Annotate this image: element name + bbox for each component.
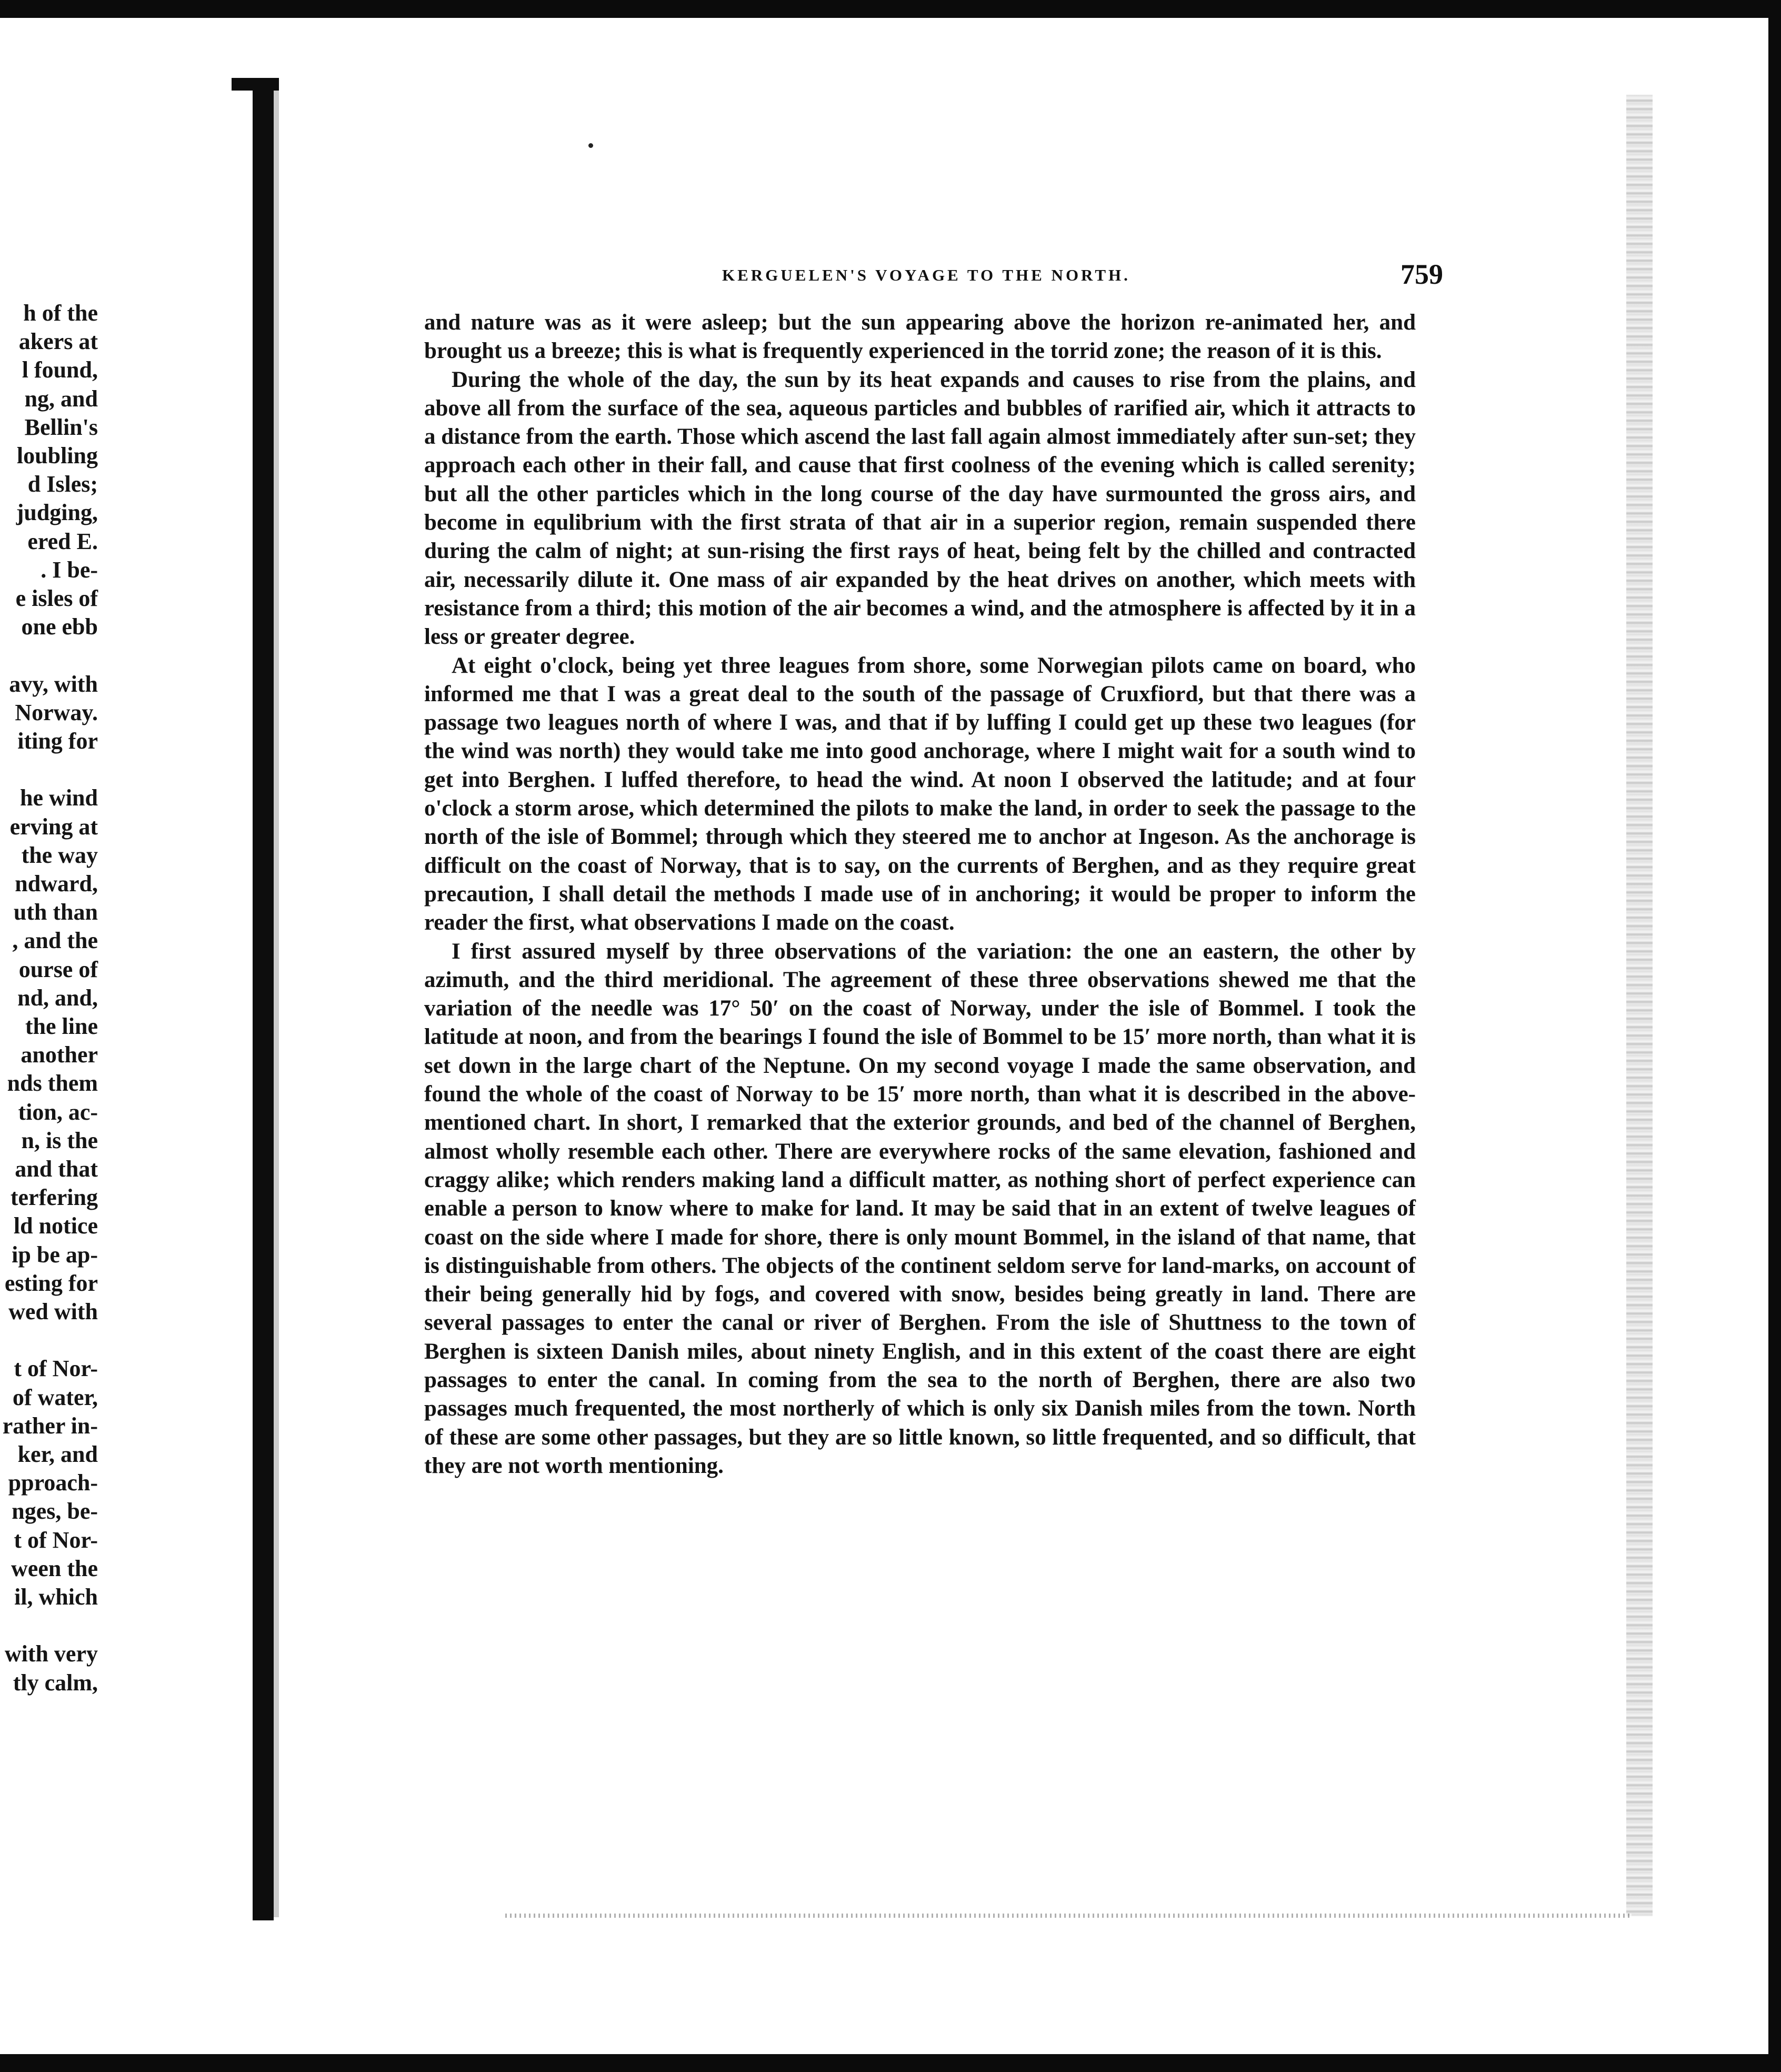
left-page-line: l found,	[22, 357, 98, 383]
left-page-line: ween the	[11, 1555, 98, 1581]
left-page-line: h of the	[23, 300, 98, 326]
left-page-line: he wind	[20, 785, 98, 811]
page-bottom-edge	[505, 1914, 1632, 1918]
left-page-line: ip be ap-	[12, 1241, 98, 1268]
left-page-line: e isles of	[15, 585, 98, 611]
left-page-line: the way	[21, 842, 98, 868]
paragraph: and nature was as it were asleep; but the sun appearing above the horizon re-animated her, and brought us a breeze; this is what is frequently experienced in the torrid zone; the reason of it is this.	[424, 310, 1416, 364]
left-page-line: ourse of	[18, 956, 98, 982]
left-page-line: ered E.	[27, 528, 98, 554]
left-page-line: , and the	[12, 928, 98, 954]
paragraph: During the whole of the day, the sun by its heat expands and causes to rise from the plains, and above all from the surface of the sea, aqueous particles and bubbles of rarified air, which it attracts to a distance from the earth. Those which ascend the last fall again almost immediately after sun-set; they approach each other in their fall, and cause that first coolness of the evening which is called serenity; but all the other particles which in the long course of the day have surmounted the gross airs, and become in equlibrium with the first strata of that air in a superior region, remain suspended there during the calm of night; at sun-rising the first rays of heat, being felt by the chilled and contracted air, necessarily dilute it. One mass of air expanded by the heat drives on another, which meets with resistance from a third; this motion of the air becomes a wind, and the atmosphere is affected by it in a less or greater degree.	[424, 367, 1416, 650]
left-page-line: judging,	[16, 500, 98, 526]
left-page-line: terfering	[10, 1184, 98, 1211]
scan-border-bottom	[0, 2054, 1781, 2072]
left-page-line: nd, and,	[17, 984, 98, 1011]
left-page-line: akers at	[18, 328, 98, 355]
left-page-line: ndward,	[15, 871, 98, 896]
left-page-line: pproach-	[8, 1470, 98, 1496]
paragraph: I first assured myself by three observations of the variation: the one an eastern, the other by azimuth, and the third meridional. The agreement of these three observations shewed me that the variation of the needle was 17° 50′ on the coast of Norway, under the isle of Bommel. I took the latitude at noon, and from the bearings I found the isle of Bommel to be 15′ more north, than what it is set down in the large chart of the Neptune. On my second voyage I made the same observation, and found the whole of the coast of Norway to be 15′ more north, than what it is described in the above-mentioned chart. In short, I remarked that the exterior grounds, and bed of the channel of Berghen, almost wholly resemble each other. There are everywhere rocks of the same elevation, fashioned and craggy alike; which renders making land a difficult matter, as nothing short of perfect experience can enable a person to know where to make for land. It may be said that in an extent of twelve leagues of coast on the side where I made for shore, there is only mount Bommel, in the island of that name, that is distinguishable from others. The objects of the continent seldom serve for land-marks, on account of their being generally hid by fogs, and covered with snow, besides being greatly in land. There are several passages to enter the canal or river of Berghen. From the isle of Shuttness to the town of Berghen is sixteen Danish miles, about ninety English, and in this extent of the coast there are eight passages to enter the canal. In coming from the sea to the north of Berghen, there are also two passages much frequented, the most northerly of which is only six Danish miles from the town. North of these are some other passages, but they are so little known, so little frequented, and so difficult, that they are not worth mentioning.	[424, 939, 1416, 1478]
left-page-line: . I be-	[41, 556, 98, 583]
left-page-line: tly calm,	[13, 1669, 98, 1696]
left-page-line: another	[21, 1042, 98, 1068]
running-head: KERGUELEN'S VOYAGE TO THE NORTH.	[722, 266, 1130, 284]
left-page-line: loubling	[16, 443, 98, 469]
spine-shadow	[274, 91, 279, 1917]
left-page-text	[0, 299, 100, 1720]
paragraph: At eight o'clock, being yet three leagues from shore, some Norwegian pilots came on board, who informed me that I was a great deal to the south of the passage of Cruxfiord, but that there was a passage two leagues north of where I was, and that if by luffing I could get up these two leagues (for the wind was north) they would take me into good anchorage, where I might wait for a south wind to get into Berghen. I luffed therefore, to head the wind. At noon I observed the latitude; and at four o'clock a storm arose, which determined the pilots to make the land, in order to seek the passage to the north of the isle of Bommel; through which they steered me to anchor at Ingeson. As the anchorage is difficult on the coast of Norway, that is to say, on the currents of Berghen, and as they require great precaution, I shall detail the methods I made use of in anchoring; it would be proper to inform the reader the first, what observations I made on the coast.	[424, 653, 1416, 935]
left-page-line: and that	[15, 1156, 98, 1182]
scan-border-right	[1768, 0, 1781, 2072]
left-page-line: Bellin's	[24, 414, 98, 440]
page-number: 759	[1400, 258, 1443, 290]
left-page-line: tion, ac-	[18, 1099, 98, 1125]
main-text	[424, 308, 1416, 1480]
left-page-line: of water,	[12, 1384, 98, 1410]
left-page-line: nds them	[7, 1070, 98, 1097]
left-page-line: esting for	[4, 1270, 98, 1296]
right-page-edge	[1626, 95, 1653, 1916]
left-page-line: nges, be-	[12, 1498, 98, 1525]
left-page-line: the line	[25, 1013, 98, 1039]
left-page-line: with very	[4, 1641, 98, 1667]
left-page-line: wed with	[8, 1299, 98, 1324]
left-page-line: iting for	[17, 728, 98, 754]
left-page-line: erving at	[9, 813, 98, 840]
left-page-line: rather in-	[2, 1412, 98, 1439]
left-page-line: n, is the	[21, 1127, 98, 1153]
left-page-line: uth than	[13, 899, 98, 925]
left-page-line: ker, and	[17, 1441, 98, 1467]
left-page-line: t of Nor-	[14, 1356, 98, 1382]
left-page-line: avy, with	[9, 671, 98, 697]
book-spine	[253, 78, 274, 1920]
ink-speck	[588, 143, 593, 148]
left-page-line: d Isles;	[27, 471, 98, 497]
left-page-line: il, which	[14, 1584, 98, 1610]
left-page-line: one ebb	[21, 614, 98, 640]
left-page-line: t of Nor-	[14, 1527, 98, 1553]
scan-border-top	[0, 0, 1781, 18]
left-page-line: ng, and	[24, 385, 98, 412]
left-page-line: Norway.	[15, 699, 98, 725]
left-page-line: ld notice	[13, 1213, 98, 1239]
